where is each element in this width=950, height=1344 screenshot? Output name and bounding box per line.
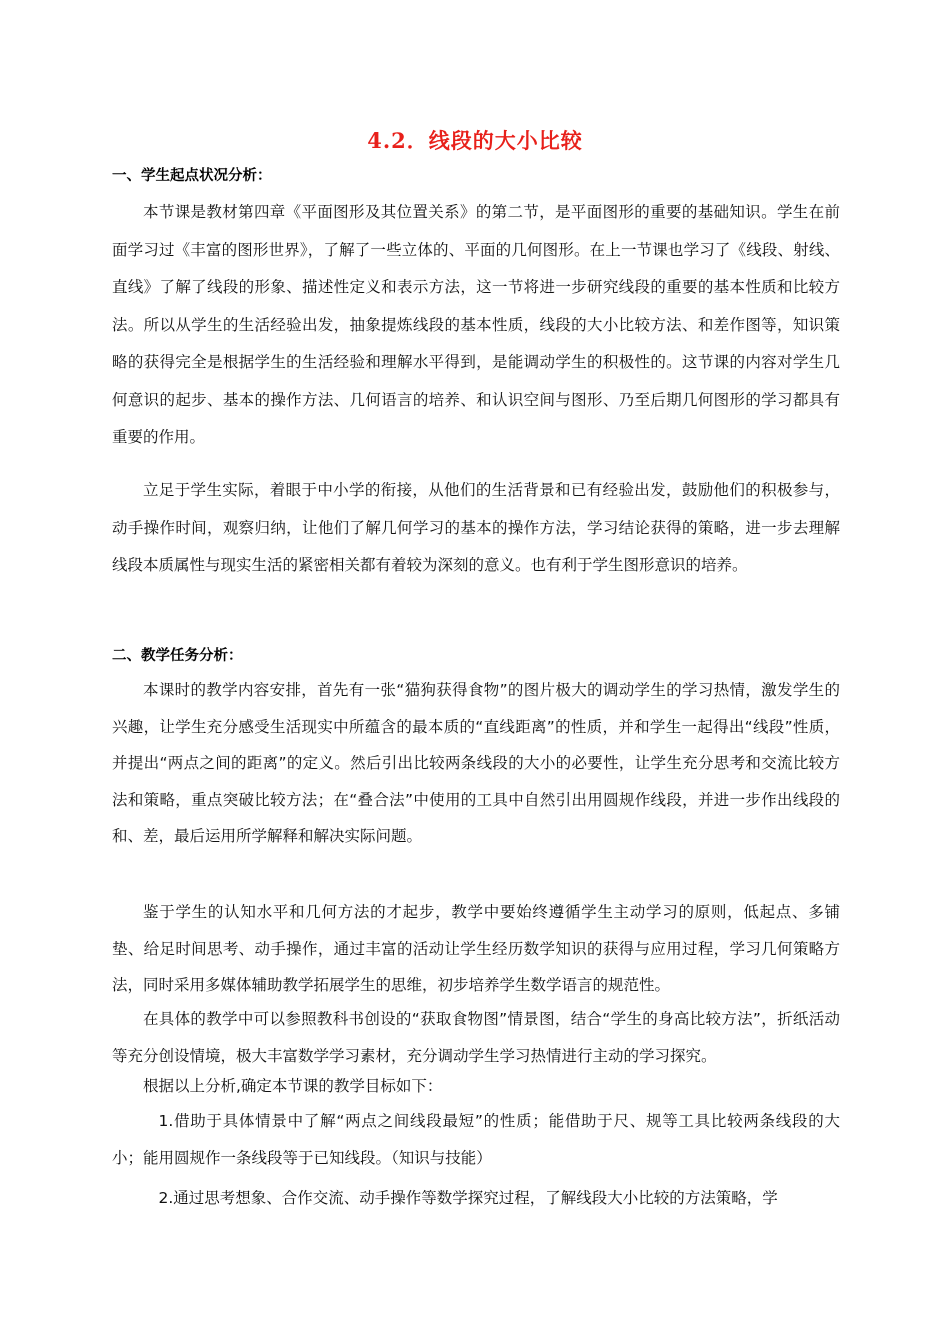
objective-item-2: 2.通过思考想象、合作交流、动手操作等数学探究过程，了解线段大小比较的方法策略，学 <box>158 1189 778 1207</box>
section2-paragraph-1: 本课时的教学内容安排，首先有一张“猫狗获得食物”的图片极大的调动学生的学习热情，激发学生的兴趣，让学生充分感受生活现实中所蕴含的最本质的“直线距离”的性质，并和学生一起得出“线段”性质，并提出“两点之间的距离”的定义。然后引出比较两条线段的大小的必要性，让学生充分思考和交流比较方法和策略，重点突破比较方法；在“叠合法”中使用的工具中自然引出用圆规作线段，并进一步作出线段的和、差，最后运用所学解释和解决实际问题。 <box>112 681 840 845</box>
objective-item-1: 1.借助于具体情景中了解“两点之间线段最短”的性质；能借助于尺、规等工具比较两条线段的大小；能用圆规作一条线段等于已知线段。（知识与技能） <box>112 1112 840 1167</box>
section2-paragraph-4: 根据以上分析,确定本节课的教学目标如下： <box>143 1077 443 1095</box>
section-heading-2: 二、教学任务分析： <box>112 648 243 664</box>
document-title: 4.2．线段的大小比较 <box>367 128 583 153</box>
section1-paragraph-1: 本节课是教材第四章《平面图形及其位置关系》的第二节，是平面图形的重要的基础知识。学生在前面学习过《丰富的图形世界》，了解了一些立体的、平面的几何图形。在上一节课也学习了《线段、射线、直线》了解了线段的形象、描述性定义和表示方法，这一节将进一步研究线段的重要的基本性质和比较方法。所以从学生的生活经验出发，抽象提炼线段的基本性质，线段的大小比较方法、和差作图等，知识策略的获得完全是根据学生的生活经验和理解水平得到，是能调动学生的积极性的。这节课的内容对学生几何意识的起步、基本的操作方法、几何语言的培养、和认识空间与图形、乃至后期几何图形的学习都具有重要的作用。 <box>112 203 840 446</box>
section2-paragraph-2: 鉴于学生的认知水平和几何方法的才起步，教学中要始终遵循学生主动学习的原则，低起点、多铺垫、给足时间思考、动手操作，通过丰富的活动让学生经历数学知识的获得与应用过程，学习几何策略方法，同时采用多媒体辅助教学拓展学生的思维，初步培养学生数学语言的规范性。 <box>112 903 840 994</box>
section-heading-1: 一、学生起点状况分析： <box>112 168 272 184</box>
section2-paragraph-3: 在具体的教学中可以参照教科书创设的“获取食物图”情景图，结合“学生的身高比较方法”，折纸活动等充分创设情境，极大丰富数学学习素材，充分调动学生学习热情进行主动的学习探究。 <box>112 1010 840 1065</box>
section1-paragraph-2: 立足于学生实际，着眼于中小学的衔接，从他们的生活背景和已有经验出发，鼓励他们的积极参与，动手操作时间，观察归纳，让他们了解几何学习的基本的操作方法，学习结论获得的策略，进一步去理解线段本质属性与现实生活的紧密相关都有着较为深刻的意义。也有利于学生图形意识的培养。 <box>112 481 840 574</box>
